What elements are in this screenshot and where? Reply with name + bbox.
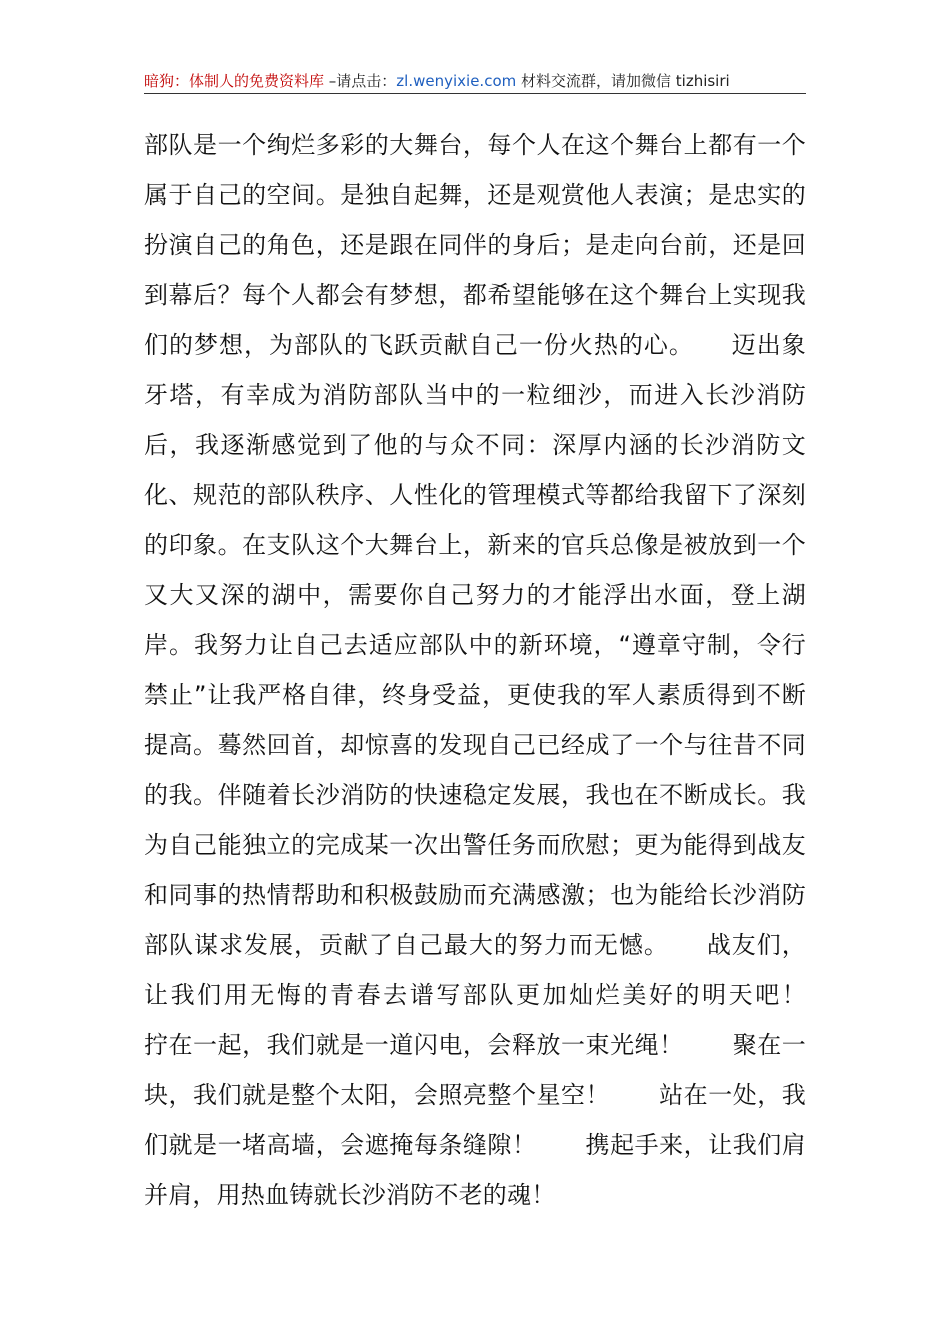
- body-paragraph: 部队是一个绚烂多彩的大舞台，每个人在这个舞台上都有一个属于自己的空间。是独自起舞，还是观赏他人表演；是忠实的扮演自己的角色，还是跟在同伴的身后；是走向台前，还是回到幕后？每个人都会有梦想，都希望能够在这个舞台上实现我们的梦想，为部队的飞跃贡献自己一份火热的心。 迈出象牙塔，有幸成为消防部队当中的一粒细沙，而进入长沙消防后，我逐渐感觉到了他的与众不同：深厚内涵的长沙消防文化、规范的部队秩序、人性化的管理模式等都给我留下了深刻的印象。在支队这个大舞台上，新来的官兵总像是被放到一个又大又深的湖中，需要你自己努力的才能浮出水面，登上湖岸。我努力让自己去适应部队中的新环境，“遵章守制，令行禁止”让我严格自律，终身受益，更使我的军人素质得到不断提高。蓦然回首，却惊喜的发现自己已经成了一个与往昔不同的我。伴随着长沙消防的快速稳定发展，我也在不断成长。我为自己能独立的完成某一次出警任务而欣慰；更为能得到战友和同事的热情帮助和积极鼓励而充满感激；也为能给长沙消防部队谋求发展，贡献了自己最大的努力而无憾。 战友们，让我们用无悔的青春去谱写部队更加灿烂美好的明天吧！ 拧在一起，我们就是一道闪电，会释放一束光绳！ 聚在一块，我们就是整个太阳，会照亮整个星空！ 站在一处，我们就是一堵高墙，会遮掩每条缝隙！ 携起手来，让我们肩并肩，用热血铸就长沙消防不老的魂！: [144, 131, 855, 1209]
- header-brand: 暗狗：体制人的免费资料库: [144, 72, 325, 90]
- header-contact: 材料交流群，请加微信 tizhisiri: [516, 72, 730, 90]
- header-divider: [144, 93, 806, 94]
- header-prompt: –请点击：: [324, 72, 397, 90]
- page-header: [144, 70, 806, 92]
- header-link[interactable]: zl.wenyixie.com: [396, 72, 517, 90]
